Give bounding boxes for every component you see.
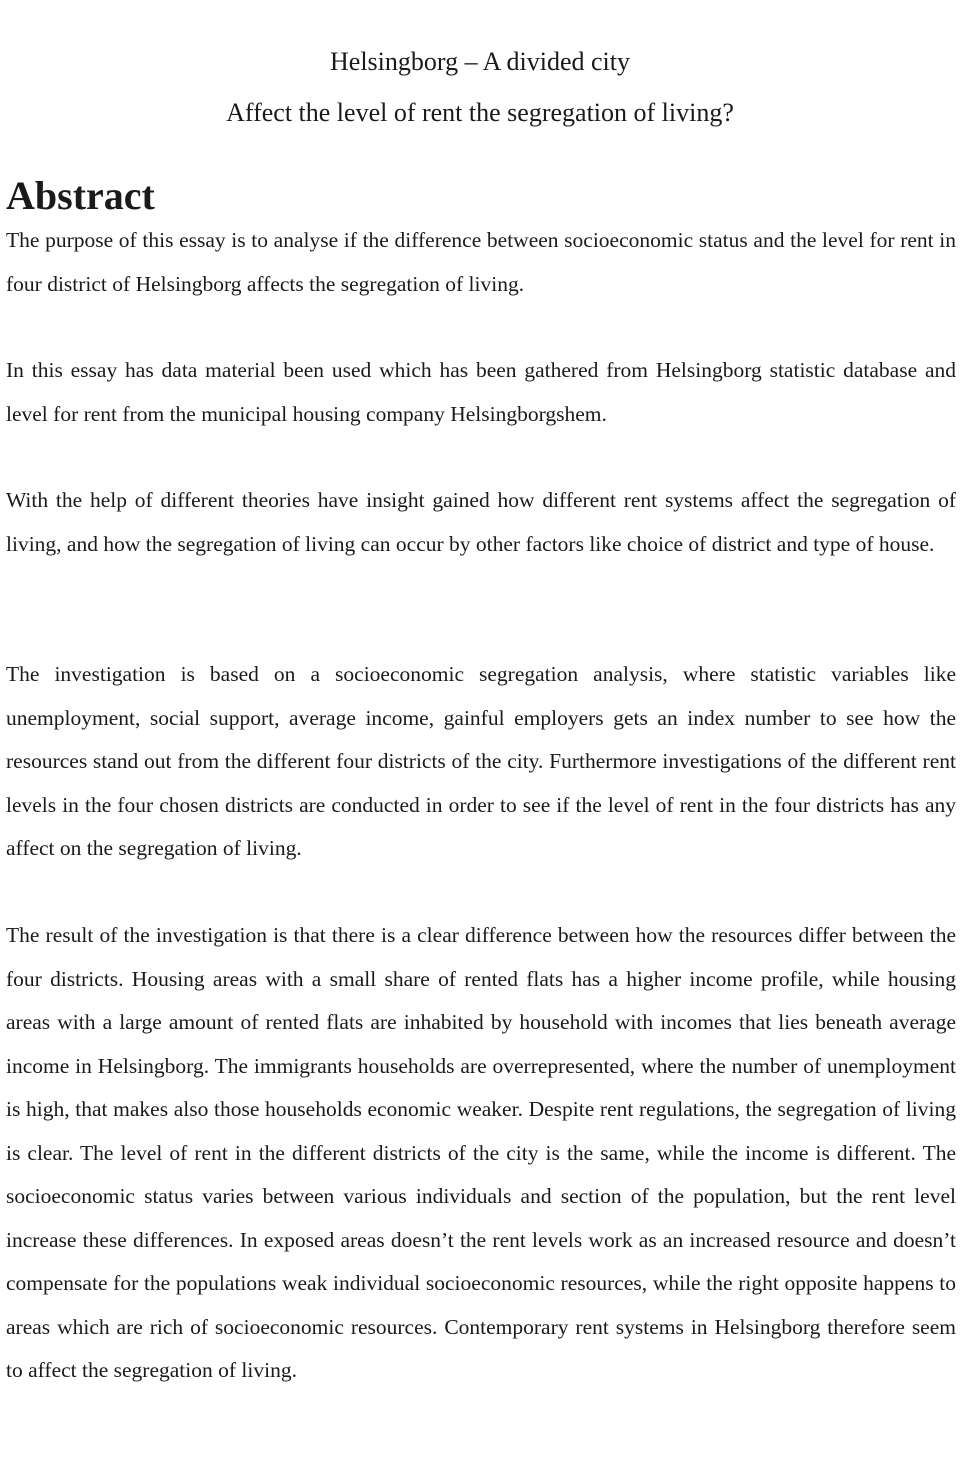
abstract-paragraph-2: In this essay has data material been used which has been gathered from Helsingborg statistic database and level for rent from the municipal housing company Helsingborgshem. — [6, 358, 956, 426]
abstract-paragraph-5: The result of the investigation is that there is a clear difference between how the resources differ between the four districts. Housing areas with a small share of rented flats has a higher income profile, while housing areas with a large amount of rented flats are inhabited by household with incomes that lies beneath average income in Helsingborg. The immigrants households are overrepresented, where the number of unemployment is high, that makes also those households economic weaker. Despite rent regulations, the segregation of living is clear. The level of rent in the different districts of the city is the same, while the income is different. The socioeconomic status varies between various individuals and section of the population, but the rent level increase these differences. In exposed areas doesn’t the rent levels work as an increased resource and doesn’t compensate for the populations weak individual socioeconomic resources, while the right opposite happens to areas which are rich of socioeconomic resources. Contemporary rent systems in Helsingborg therefore seem to affect the segregation of living. — [6, 923, 956, 1382]
document-title: Helsingborg – A divided city — [330, 47, 630, 76]
document-subtitle: Affect the level of rent the segregation of living? — [226, 98, 734, 127]
abstract-paragraph-1: The purpose of this essay is to analyse if the difference between socioeconomic status and the level for rent in four district of Helsingborg affects the segregation of living. — [6, 228, 956, 296]
abstract-paragraph-3: With the help of different theories have insight gained how different rent systems affect the segregation of living, and how the segregation of living can occur by other factors like choice of district and type of house. — [6, 488, 956, 556]
abstract-paragraph-4: The investigation is based on a socioeconomic segregation analysis, where statistic variables like unemployment, social support, average income, gainful employers gets an index number to see how the resources stand out from the different four districts of the city. Furthermore investigations of the different rent levels in the four chosen districts are conducted in order to see if the level of rent in the four districts has any affect on the segregation of living. — [6, 662, 956, 860]
section-heading-abstract: Abstract — [6, 173, 155, 218]
